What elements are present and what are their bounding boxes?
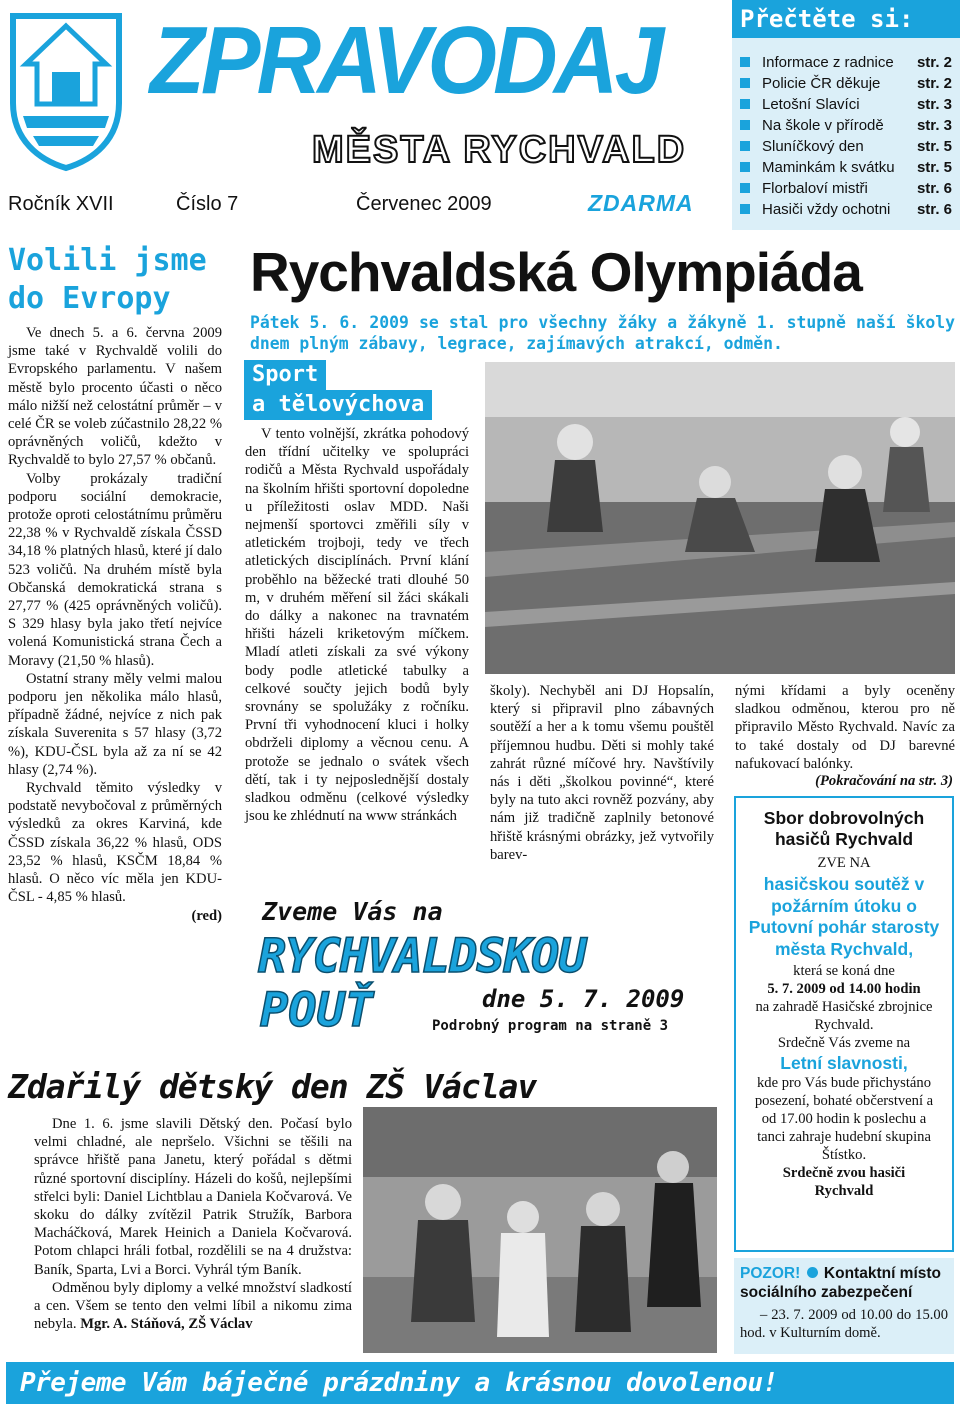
firefighters-held: která se koná dne <box>793 963 895 979</box>
den-headline: Zdařilý dětský den ZŠ Václav <box>8 1067 537 1106</box>
sport-label-line2: a tělovýchova <box>244 390 432 420</box>
pozor-title: Kontaktní místo sociálního zabezpečení <box>740 1265 942 1301</box>
contents-item <box>740 136 952 157</box>
contents-box <box>732 0 960 230</box>
contents-item-label: Maminkám k svátku <box>762 159 895 176</box>
contents-item-page: str. 2 <box>916 54 952 71</box>
contents-item <box>740 115 952 136</box>
firefighters-where: na zahradě Hasičské zbrojnice Rychvald. <box>755 999 933 1033</box>
firefighters-when: 5. 7. 2009 od 14.00 hodin <box>767 981 921 997</box>
contents-item <box>740 94 952 115</box>
olympiada-lead: Pátek 5. 6. 2009 se stal pro všechny žáky a žákyně 1. stupně naší školy dnem plným zábavy, legrace, zajímavých atrakcí, odměn. <box>250 313 955 353</box>
den-article <box>34 1115 352 1333</box>
contents-item-page: str. 5 <box>916 159 952 176</box>
footer-bar <box>6 1362 954 1404</box>
contents-item-page: str. 2 <box>916 75 952 92</box>
square-bullet-icon <box>740 78 750 88</box>
pout-date: dne 5. 7. 2009 <box>482 985 685 1013</box>
social-security-notice <box>734 1258 954 1354</box>
contents-item-label: Na škole v přírodě <box>762 117 884 134</box>
sport-label-line1: Sport <box>244 360 326 390</box>
contents-item-page: str. 3 <box>916 117 952 134</box>
newspaper-subtitle: MĚSTA RYCHVALD <box>312 129 687 171</box>
olympiada-column-3: nými křídami a byly oceněny sladkou odměnou, kterou pro ně připravilo Město Rychvald. Navíc za to také dostaly od DJ barevné nafukovací balónky. <box>735 683 955 772</box>
pout-title-line2: POUŤ <box>260 983 374 1038</box>
contents-item <box>740 199 952 220</box>
firefighters-signature: Srdečně zvou hasiči Rychvald <box>782 1165 906 1199</box>
europe-paragraph: Ostatní strany měly velmi malou podporu jen několika málo hlasů, případně žádné, nejvíce z nich pak získala Suverenita s 57 hlasy (3,72 %), KDU-ČSL byla až za ní se 42 hlasy (2,74 %). <box>8 670 222 778</box>
contents-item-page: str. 3 <box>916 96 952 113</box>
contents-item-label: Letošní Slavíci <box>762 96 860 113</box>
olympiada-continued: (Pokračování na str. 3) <box>815 773 953 789</box>
contents-item <box>740 157 952 178</box>
den-signature: Mgr. A. Stáňová, ZŠ Václav <box>80 1316 253 1333</box>
issue-label: Číslo 7 <box>176 193 239 215</box>
footer-wish: Přejeme Vám báječné prázdniny a krásnou dovolenou! <box>20 1368 778 1398</box>
volume-label: Ročník XVII <box>8 193 114 215</box>
contents-item-label: Sluníčkový den <box>762 138 864 155</box>
pout-invite: Zveme Vás na <box>262 897 443 926</box>
town-crest-icon <box>7 8 125 173</box>
europe-paragraph: Ve dnech 5. a 6. června 2009 jsme také v Rychvaldě volili do Evropského parlamentu. V našem městě bylo procento účasti o něco málo nižší než celostátní průměr – v celé ČR se voleb zúčastnilo 28,22 % oprávněných voličů, kdežto v Rychvaldě to bylo 27,57 % občanů. <box>8 325 222 469</box>
firefighters-box <box>734 796 954 1252</box>
square-bullet-icon <box>740 99 750 109</box>
europe-paragraph: Volby prokázaly tradiční podporu sociální demokracie, protože oproti celostátnímu průměru 22,38 % v Rychvaldě získala ČSSD 34,18 % platných hlasů, které jí dalo 523 voličů. Na druhém místě byla Občanská demokratická strana s 27,77 % (425 oprávněných voličů). S 329 hlasy byla jako třetí nejvíce volená Komunistická strana Čech a Moravy (21,50 % hlasů). <box>8 470 222 669</box>
firefighters-invite: Srdečně Vás zveme na <box>777 1035 911 1051</box>
contents-list <box>740 52 952 220</box>
square-bullet-icon <box>740 162 750 172</box>
square-bullet-icon <box>740 57 750 67</box>
firefighters-zve-na: ZVE NA <box>817 855 871 871</box>
children-race-photo <box>485 362 955 674</box>
contents-item-page: str. 5 <box>916 138 952 155</box>
europe-signature: (red) <box>191 907 222 924</box>
bullet-icon <box>807 1267 818 1278</box>
europe-heading-line1: Volili jsme <box>8 243 207 278</box>
pozor-label: POZOR! <box>740 1265 801 1282</box>
contents-item <box>740 178 952 199</box>
firefighters-title: Sbor dobrovolných hasičů Rychvald <box>763 808 925 849</box>
pout-announcement <box>258 890 718 1040</box>
den-paragraph: Odměnou byly diplomy a velké množství sladkostí a cen. Všem se tento den velmi líbil a nikomu zima nebyla. <box>34 1279 352 1333</box>
square-bullet-icon <box>740 204 750 214</box>
issue-date: Červenec 2009 <box>356 193 492 215</box>
pout-program-note: Podrobný program na straně 3 <box>432 1018 669 1034</box>
olympiada-headline: Rychvaldská Olympiáda <box>250 241 862 303</box>
den-paragraph: Dne 1. 6. jsme slavili Dětský den. Počasí bylo velmi chladné, ale nepršelo. Všichni se těšili na správce hřiště pana Janetu, který pořádal s dětmi různé sportovní disciplíny. Házeli do košů, nejlepšími střelci byli: Daniel Lichtblau a Daniela Kočvarová. Ve skoku do dálky zvítězil Patrik Stružík, Barbora Macháčková, Marek Heinich a Daniela Kočvarová. Potom chlapci hráli fotbal, rozdělili se na 4 družstva: Baník, Sparta, Lvi a Borci. Vyhrál tým Baník. <box>34 1116 352 1278</box>
contents-item-label: Hasiči vždy ochotni <box>762 201 891 218</box>
square-bullet-icon <box>740 183 750 193</box>
pozor-text: – 23. 7. 2009 od 10.00 do 15.00 hod. v Kulturním domě. <box>740 1307 948 1341</box>
europe-article <box>8 242 222 1042</box>
contents-item-label: Policie ČR děkuje <box>762 75 881 92</box>
contents-item-label: Florbaloví mistři <box>762 180 868 197</box>
summer-party-title: Letní slavnosti, <box>780 1053 908 1073</box>
europe-heading-line2: do Evropy <box>8 281 171 316</box>
pout-title-line1: RYCHVALDSKOU <box>258 929 586 984</box>
contents-heading: Přečtěte si: <box>740 5 914 33</box>
firefighters-competition: hasičskou soutěž v požárním útoku o Putovní pohár starosty města Rychvald, <box>748 874 940 959</box>
olympiada-column-1: V tento volnější, zkrátka pohodový den třídní učitelky ve spolupráci rodičů a Města Rychvald uspořádaly na školním hřišti sportovní dopoledne u příležitosti oslav MDD. Naši nejmenší sportovci změřili síly v atletickém trojboji, tedy ve třech atletických disciplínách. První klání proběhlo na běžecké trati dlouhé 50 m, v druhém měření sil žáci skákali do dálky a nakonec na travnatém hřišti házeli kriketovým míčkem. Mladí atleti získali za své výkony body podle atletické tabulky a celkové součty jejich bodů byly srovnány se spolužáky z ročníku. První tři vyhodnocení kluci i holky obdrželi diplomy a věcnou cenu. A protože se jednalo o svátek všech dětí, tak i ty nejposlednější dostaly sladkou odměnu (celkové výsledky jsou ke zhlédnutí na www stránkách <box>245 426 469 825</box>
contents-item-page: str. 6 <box>916 201 952 218</box>
square-bullet-icon <box>740 141 750 151</box>
sport-section-label <box>244 360 468 420</box>
summer-party-text: kde pro Vás bude přichystáno posezení, bohaté občerstvení a od 17.00 hodin k poslechu a tanci zahraje hudební skupina Štístko. <box>754 1075 934 1163</box>
contents-item-page: str. 6 <box>916 180 952 197</box>
newspaper-title: ZPRAVODAJ <box>150 7 661 114</box>
contents-item <box>740 52 952 73</box>
olympiada-column-2: školy). Nechyběl ani DJ Hopsalín, který si připravil plno zábavných soutěží a her a k tomu všemu pouštěl příjemnou hudbu. Děti si mohly také zahrát různé míčové hry. Navštívily nás i děti „školkou povinné“, které byly na tuto akci rovněž pozvány, aby nám již tradičně zaplnily betonové hřiště krásnými obrázky, jež vytvořily barev- <box>490 683 714 863</box>
children-group-photo <box>363 1107 717 1353</box>
contents-item-label: Informace z radnice <box>762 54 894 71</box>
contents-item <box>740 73 952 94</box>
europe-paragraph: Rychvald těmito výsledky v podstatě nevybočoval z průměrných výsledků za okres Karviná, kde ČSSD získala 36,22 % hlasů, ODS 23,52 % hlasů, KSČM 18,84 % hlasů. O něco víc měla jen KDU-ČSL - 4,85 % hlasů. <box>8 780 222 906</box>
price-label: ZDARMA <box>588 190 694 216</box>
square-bullet-icon <box>740 120 750 130</box>
masthead <box>0 0 730 230</box>
